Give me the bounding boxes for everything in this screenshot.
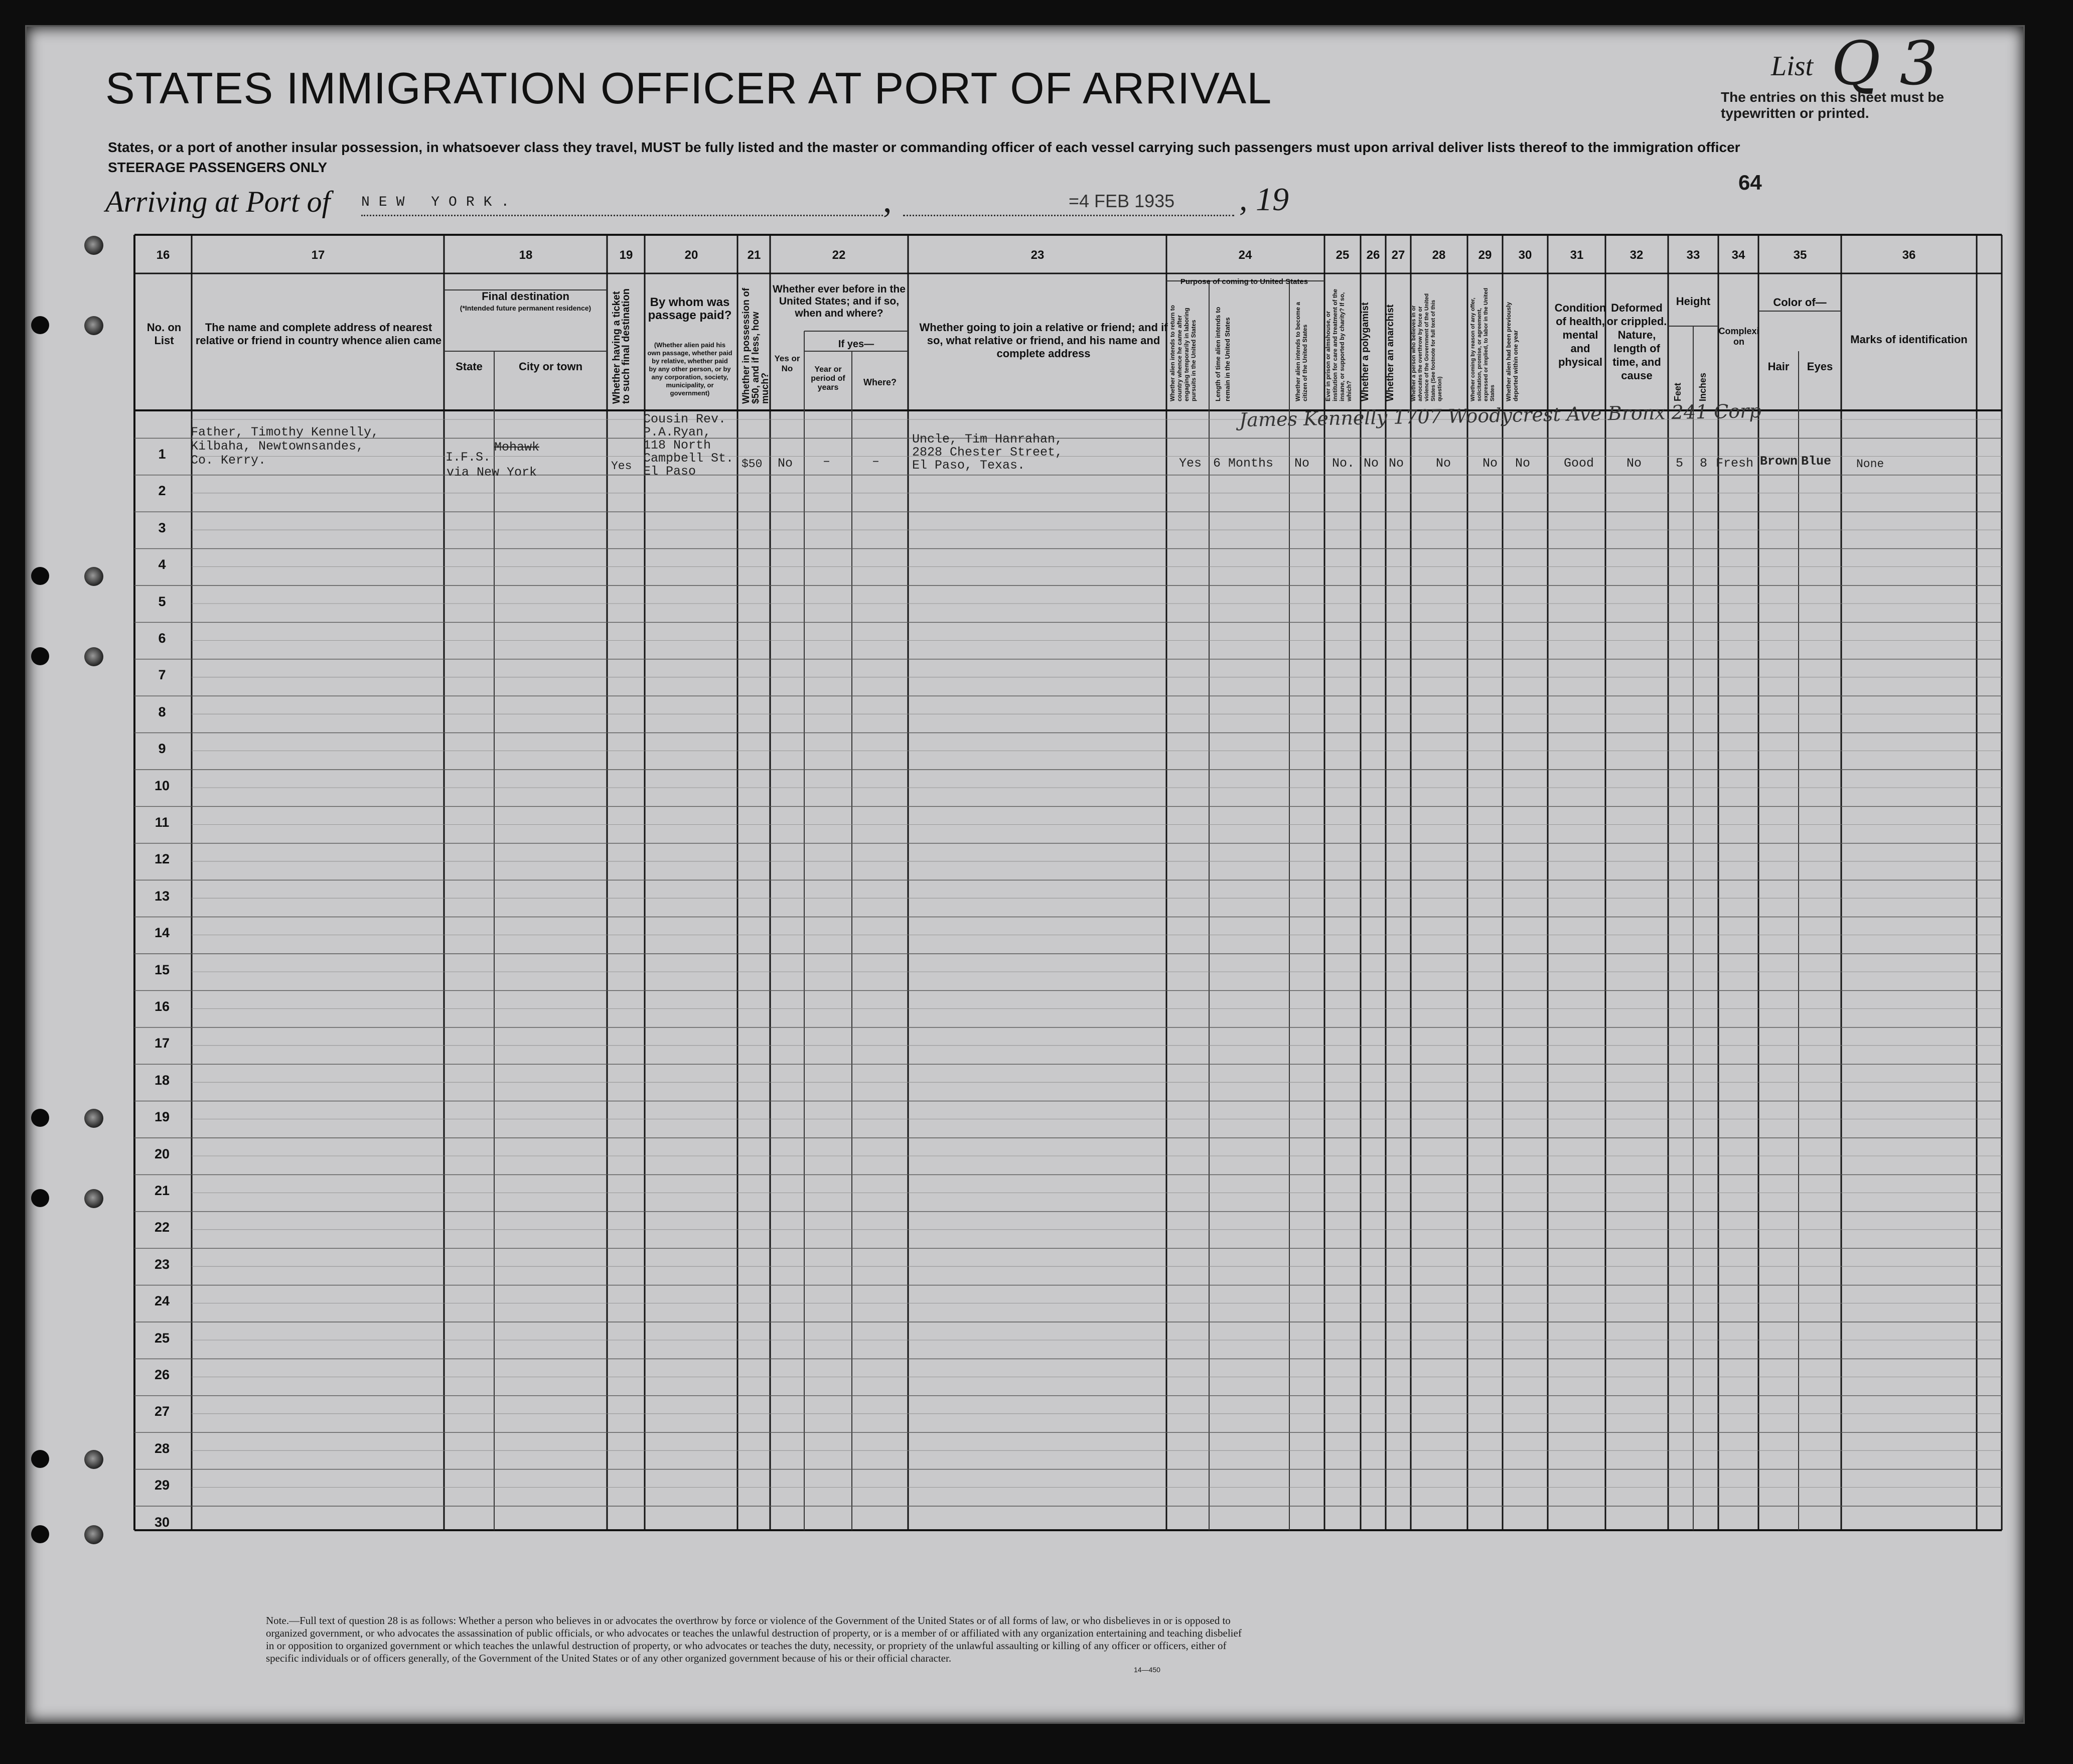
binder-ring [84,567,103,586]
entry-anarchist: No [1389,456,1404,471]
column-number: 29 [1478,248,1492,262]
entry-hair: Brown [1760,454,1798,469]
entry-money: $50 [742,458,763,471]
col22-period: Year or period of years [811,365,845,392]
col19-header: Whether having a ticket to such final destination [611,288,632,404]
col18-title: Final destination [482,290,569,303]
date-dotted-line [903,215,1234,216]
column-number: 21 [747,248,761,262]
col33-inches: Inches [1698,372,1708,401]
binder-hole [31,1189,49,1207]
row-number: 2 [158,483,166,499]
col34-header: Complexion [1718,326,1759,347]
handwritten-annotation: James Kennelly 1707 Woodycrest Ave Bronx 241 Corp [1239,399,1761,431]
col22-yesno: Yes or No [774,354,800,373]
row-number: 19 [154,1109,170,1125]
column-number: 20 [684,248,698,262]
column-number: 27 [1391,248,1405,262]
entry-state: I.F.S. [446,450,491,465]
row-number: 28 [154,1440,170,1456]
col22-where: Where? [863,377,897,387]
col33-title: Height [1676,295,1711,308]
entry-paid-line-3: 118 North [643,438,711,453]
col22-title: Whether ever before in the United States; and if so, when and where? [773,283,906,319]
form-number: 14—450 [1134,1666,1160,1674]
column-number: 19 [619,248,633,262]
binder-ring [84,647,103,666]
col18-city: City or town [518,360,583,373]
binder-ring [84,1450,103,1469]
col36-header: Marks of identification [1850,333,1968,346]
column-number: 36 [1902,248,1916,262]
entry-return: Yes [1179,456,1202,471]
entry-relative-line-2: Kilbaha, Newtownsandes, [191,439,364,454]
binder-ring [84,1109,103,1128]
entry-where: – [872,454,880,469]
col20-note: (Whether alien paid his own passage, whether paid by relative, whether paid by any other person, or by any corporation, society, municipality, or government) [647,341,732,397]
row-number: 20 [154,1146,170,1161]
list-number: Q 3 [1831,29,1938,99]
row-number: 25 [154,1330,170,1346]
entry-joining-line-3: El Paso, Texas. [912,458,1025,473]
column-number: 30 [1518,248,1532,262]
col32-header: Deformed or crippled. Nature, length of time, and cause [1606,302,1667,382]
column-number: 17 [311,248,325,262]
row-number: 26 [154,1367,170,1382]
column-number: 24 [1238,248,1252,262]
col26-header: Whether a polygamist [1360,302,1371,401]
column-number: 31 [1570,248,1584,262]
col31-header: Condition of health, mental and physical [1554,302,1606,368]
binder-ring [84,1189,103,1208]
entry-eyes: Blue [1801,454,1832,469]
entry-inches: 8 [1700,456,1708,471]
row-number: 17 [154,1036,170,1051]
col27-header: Whether an anarchist [1385,304,1396,401]
col33-feet: Feet [1673,382,1683,401]
row-number: 6 [158,631,166,646]
binder-hole [31,647,49,665]
col24-citizen: Whether alien intends to become a citizen of the United States [1294,302,1308,401]
entry-citizen: No [1294,456,1310,471]
entry-joining-line-2: 2828 Chester Street, [912,445,1063,460]
entry-paid-line-5: El Paso [643,464,696,479]
row-number: 13 [154,888,170,904]
entry-deported: No [1515,456,1531,471]
row-number: 16 [154,999,170,1014]
col24-return: Whether alien intends to return to country whence he came after engaging temporarily in laboring pursuits in the United States [1169,305,1197,401]
page-title: STATES IMMIGRATION OFFICER AT PORT OF ARRIVAL [105,63,1272,113]
column-number: 16 [156,248,170,262]
class-line: STEERAGE PASSENGERS ONLY [108,160,328,175]
entry-offer: No [1483,456,1498,471]
row-number: 22 [154,1220,170,1235]
column-number: 22 [832,248,846,262]
binder-hole [31,1450,49,1468]
binder-ring [84,236,103,255]
row-number: 15 [154,962,170,977]
row-number: 21 [154,1183,170,1198]
subtitle-line: States, or a port of another insular possession, in whatsoever class they travel, MUST be fully listed and the master or commanding officer of each vessel carrying such passengers must upon arrival deliver lists thereof to the immigration officer [108,139,1740,155]
col28-header: Whether a person who believes in or advocates the overthrow by force or violence of the Government of the United States (See footnote for full text of this question) [1411,293,1443,401]
port-dotted-line [361,215,883,216]
entry-relative-line-1: Father, Timothy Kennelly, [191,425,379,439]
list-label: List [1771,51,1814,82]
entry-polygamist: No [1364,456,1379,471]
entry-paid-line-1: Cousin Rev. [643,412,726,426]
col22-ifyes: If yes— [838,339,874,350]
entry-paid-line-4: Campbell St. [643,451,734,466]
binder-hole [31,567,49,585]
binder-hole [31,1109,49,1127]
entries-note: The entries on this sheet must be typewritten or printed. [1721,89,1944,121]
entry-overthrow: No [1436,456,1451,471]
col29-header: Whether coming by reason of any offer, solicitation, promise, or agreement, expressed or implied, to labor in the United States [1470,287,1496,401]
binder-hole [31,1525,49,1543]
row-number: 5 [158,594,166,609]
row-number: 4 [158,557,166,572]
row-number: 9 [158,741,166,757]
port-value: NEW YORK. [361,195,519,210]
manifest-sheet [25,25,2025,1724]
entry-ticket: Yes [611,460,632,473]
entry-feet: 5 [1676,456,1684,471]
row-number: 30 [154,1514,170,1530]
sheet-number: 64 [1738,171,1762,194]
row-number: 8 [158,704,166,719]
entry-joining-line-1: Uncle, Tim Hanrahan, [912,432,1063,447]
entry-deformed: No [1626,456,1642,471]
row-number: 24 [154,1293,170,1309]
entry-health: Good [1564,456,1594,471]
binder-ring [84,316,103,335]
col25-header: Ever in prison or almshouse, or institution for care and treatment of the insane, or supported by charity? If so, which? [1324,288,1353,401]
column-number: 35 [1793,248,1807,262]
col30-header: Whether alien had been previously deported within one year [1505,302,1519,401]
row-number: 29 [154,1478,170,1493]
row-number: 10 [154,778,170,793]
column-number: 18 [519,248,533,262]
col20-title: By whom was passage paid? [648,296,732,322]
col24-title: Purpose of coming to United States [1180,277,1308,286]
entry-relative-line-3: Co. Kerry. [191,453,266,468]
col17-header: The name and complete address of nearest relative or friend in country whence alien came [195,321,442,347]
column-number: 34 [1731,248,1745,262]
column-number: 23 [1030,248,1045,262]
col24-length: Length of time alien intends to remain in the United States [1214,307,1231,401]
col21-header: Whether in possession of $50, and if less, how much? [741,287,771,404]
comma: , [883,181,892,220]
entry-paid-line-2: P.A.Ryan, [643,425,711,439]
column-number: 25 [1336,248,1350,262]
row-number: 3 [158,520,166,535]
entry-city-via: via New York [447,465,537,480]
col23-header: Whether going to join a relative or friend; and if so, what relative or friend, and his name and complete address [919,321,1168,360]
arriving-label: Arriving at Port of [105,185,331,218]
col35-hair: Hair [1767,360,1790,373]
entry-complexion: Fresh [1716,456,1754,471]
row-number: 14 [154,925,170,941]
date-stamp: =4 FEB 1935 [1069,191,1175,211]
row-number: 18 [154,1072,170,1088]
year-prefix: , 19 [1239,181,1289,218]
row-number: 1 [158,447,166,462]
col35-title: Color of— [1773,296,1827,309]
entry-prison: No. [1332,456,1355,471]
entry-marks: None [1856,458,1884,471]
col18-note: (*Intended future permanent residence) [460,304,591,312]
column-number: 33 [1686,248,1700,262]
row-number: 27 [154,1404,170,1419]
entry-before-in-us: No [778,456,793,471]
binder-ring [84,1525,103,1544]
row-number: 11 [155,815,170,830]
row-number: 23 [154,1256,170,1272]
col16-header: No. on List [146,321,182,347]
column-number: 26 [1366,248,1380,262]
column-number: 32 [1630,248,1644,262]
row-number: 7 [158,667,166,683]
binder-hole [31,316,49,334]
row-number: 12 [154,851,170,867]
col35-eyes: Eyes [1807,360,1833,373]
col18-state: State [456,360,483,373]
footnote: Note.—Full text of question 28 is as follows: Whether a person who believes in or advocates the overthrow by force or violence of the Government of the United States or of all forms of law, or who disbelieves in or is opposed to organized government, or who advocates the assassination of public officials, or who advocates or teaches the unlawful destruction of property, or is a member of or affiliated with any organization entertaining and teaching disbelief in or opposition to organized government or which teaches the unlawful destruction of property, or who advocates or teaches the duty, necessity, or propriety of the unlawful assaulting or killing of any officer or officers, either of specific individuals or of officers generally, of the Government of the United States or of any other organized government because of his or their official character. [266,1614,1242,1664]
column-number: 28 [1432,248,1446,262]
entry-length-of-stay: 6 Months [1213,456,1274,471]
entry-period: – [823,454,831,469]
entry-city-struck: Mohawk [494,440,540,455]
